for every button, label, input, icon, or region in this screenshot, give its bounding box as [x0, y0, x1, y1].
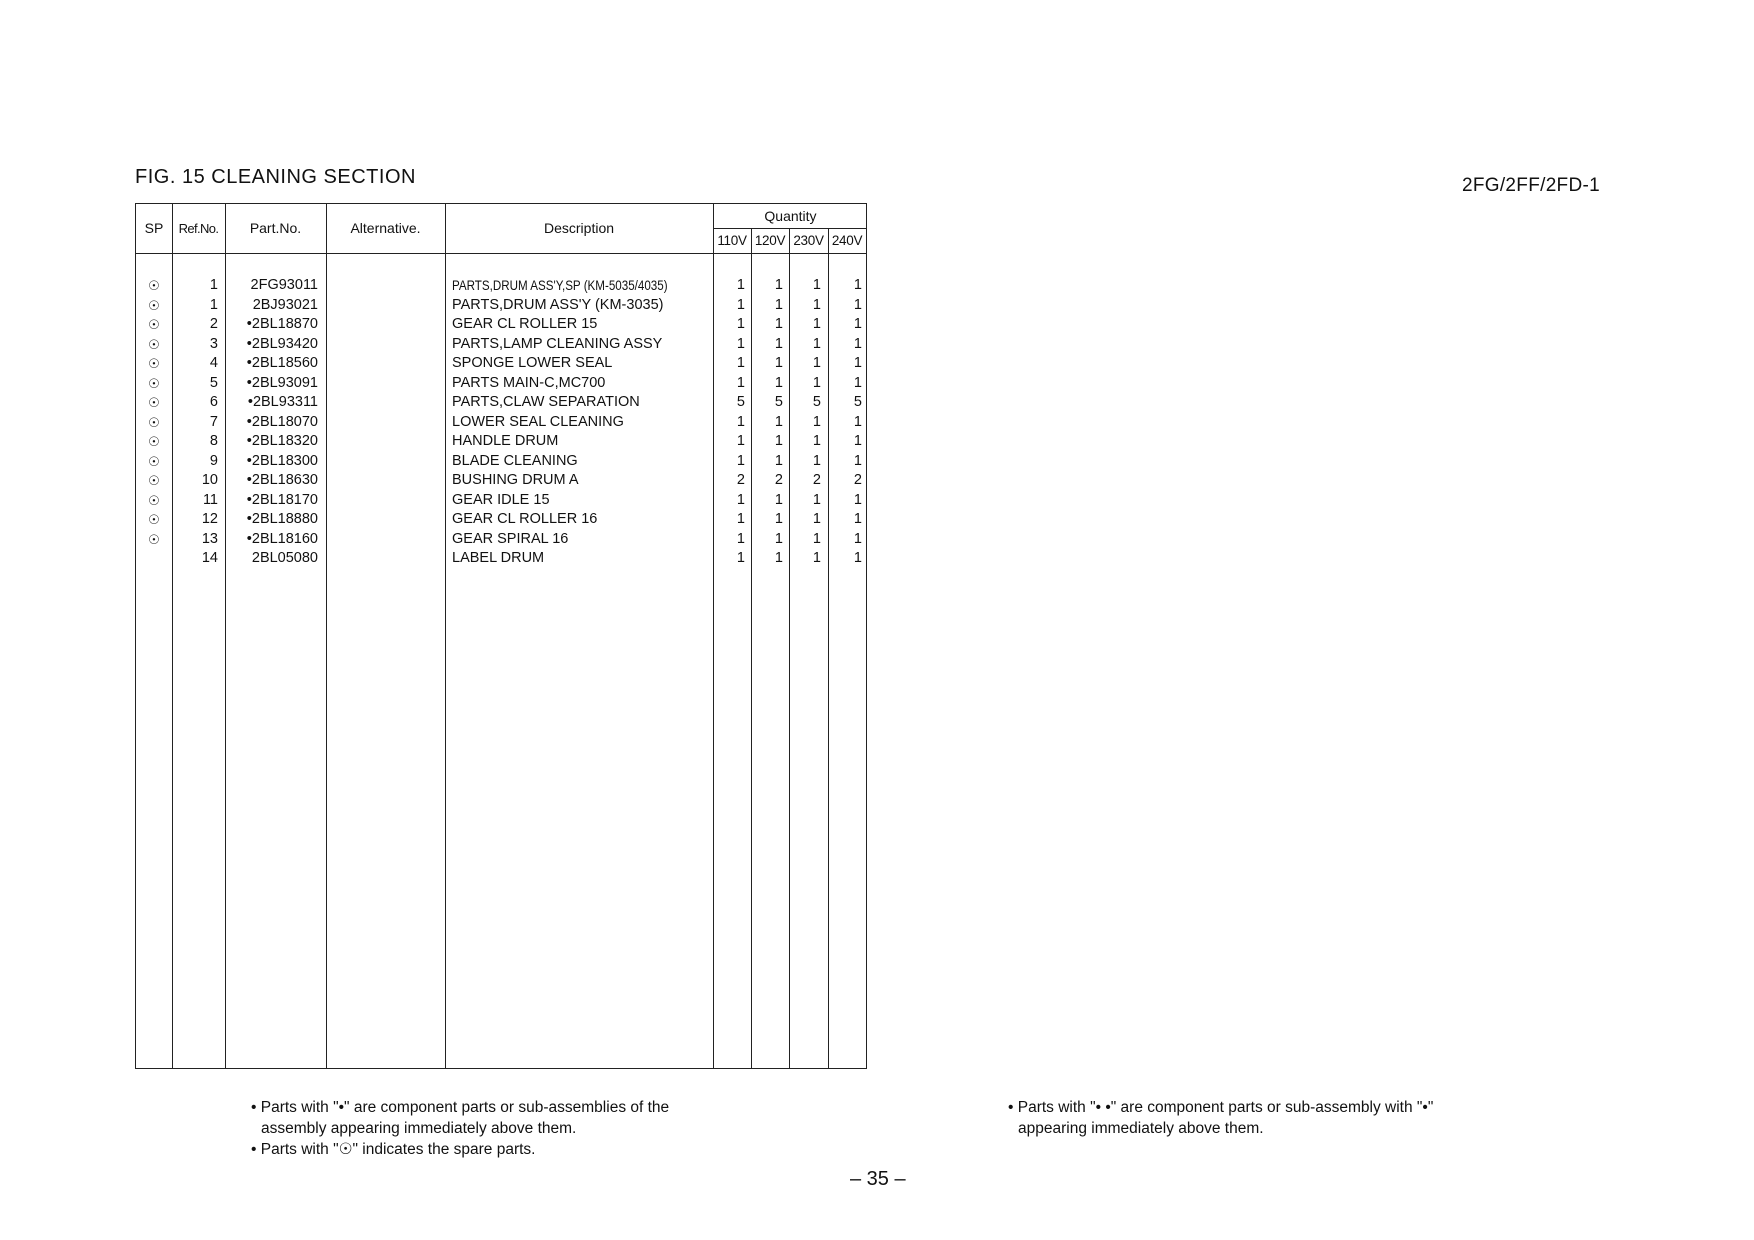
quantity-cell: 1	[774, 530, 783, 547]
quantity-cell: 1	[774, 491, 783, 508]
ref-no-cell: 7	[209, 413, 218, 430]
description-cell: PARTS,CLAW SEPARATION	[452, 394, 640, 410]
header-230v: 230V	[793, 233, 824, 248]
table-row	[136, 354, 866, 374]
header-110v: 110V	[717, 233, 747, 248]
header-240v: 240V	[831, 233, 863, 248]
quantity-cell: 1	[736, 452, 745, 469]
description-cell: SPONGE LOWER SEAL	[452, 355, 613, 371]
ref-no-cell: 12	[201, 511, 218, 527]
quantity-cell: 1	[853, 335, 862, 352]
part-no-cell: •2BL18320	[246, 433, 318, 449]
table-row	[136, 471, 866, 491]
table-row	[136, 374, 866, 394]
part-no-cell: •2BL18160	[246, 530, 318, 547]
quantity-cell: 1	[812, 355, 821, 371]
parts-table	[135, 203, 867, 1069]
description-cell: GEAR IDLE 15	[452, 491, 550, 508]
spare-part-mark: ☉	[148, 492, 160, 508]
table-row	[136, 393, 866, 413]
part-no-cell: •2BL93420	[246, 335, 318, 352]
quantity-cell: 1	[774, 452, 783, 469]
quantity-cell: 1	[774, 316, 783, 332]
header-quantity: Quantity	[764, 208, 817, 224]
notes-left	[251, 1097, 669, 1160]
figure-title: FIG. 15 CLEANING SECTION	[135, 166, 416, 188]
part-no-cell: 2BJ93021	[252, 296, 318, 313]
quantity-cell: 1	[774, 296, 783, 313]
table-row	[136, 296, 866, 316]
page-number: – 35 –	[850, 1168, 906, 1190]
description-cell: HANDLE DRUM	[452, 433, 559, 449]
ref-no-cell: 1	[209, 296, 218, 313]
quantity-cell: 1	[736, 374, 745, 391]
quantity-cell: 1	[853, 491, 862, 508]
ref-no-cell: 2	[209, 316, 218, 332]
spare-part-mark: ☉	[148, 297, 160, 313]
description-cell: GEAR CL ROLLER 15	[452, 316, 598, 332]
quantity-cell: 1	[774, 511, 783, 527]
quantity-cell: 1	[736, 277, 745, 293]
ref-no-cell: 14	[201, 550, 218, 566]
quantity-cell: 5	[736, 394, 745, 410]
part-no-cell: •2BL93091	[246, 374, 318, 391]
note-line: • Parts with "• •" are component parts or sub-assembly with "•"	[1008, 1099, 1434, 1116]
table-row	[136, 549, 866, 569]
note-line: assembly appearing immediately above them.	[261, 1120, 577, 1137]
quantity-cell: 1	[812, 316, 821, 332]
quantity-cell: 2	[853, 472, 862, 488]
table-row	[136, 432, 866, 452]
quantity-cell: 2	[812, 472, 821, 488]
header-120v: 120V	[754, 233, 786, 248]
table-body	[136, 276, 866, 569]
description-cell: LOWER SEAL CLEANING	[452, 413, 624, 430]
part-no-cell: •2BL18630	[246, 472, 318, 488]
quantity-cell: 1	[853, 530, 862, 547]
part-no-cell: •2BL93311	[247, 394, 318, 410]
spare-part-mark: ☉	[148, 512, 160, 527]
spare-part-mark: ☉	[148, 356, 160, 371]
quantity-cell: 1	[812, 296, 821, 313]
ref-no-cell: 11	[202, 491, 218, 508]
quantity-cell: 1	[853, 316, 862, 332]
ref-no-cell: 13	[201, 530, 218, 547]
table-row	[136, 530, 866, 550]
table-row	[136, 335, 866, 355]
quantity-cell: 1	[774, 277, 783, 293]
quantity-header-divider	[713, 228, 866, 229]
spare-part-mark: ☉	[148, 434, 160, 449]
quantity-cell: 1	[853, 355, 862, 371]
quantity-cell: 5	[774, 394, 783, 410]
note-line: • Parts with "•" are component parts or sub-assemblies of the	[251, 1099, 670, 1116]
quantity-cell: 1	[812, 491, 821, 508]
quantity-cell: 1	[812, 452, 821, 469]
description-cell: LABEL DRUM	[452, 550, 545, 566]
quantity-cell: 1	[736, 355, 745, 371]
ref-no-cell: 4	[209, 355, 218, 371]
quantity-cell: 1	[853, 550, 862, 566]
table-row	[136, 413, 866, 433]
spare-part-mark: ☉	[148, 278, 160, 293]
part-no-cell: •2BL18300	[246, 452, 318, 469]
part-no-cell: 2BL05080	[251, 550, 318, 566]
quantity-cell: 1	[812, 511, 821, 527]
spare-part-mark: ☉	[148, 473, 160, 488]
quantity-cell: 1	[812, 374, 821, 391]
table-row	[136, 491, 866, 511]
quantity-cell: 1	[736, 550, 745, 566]
header-sp: SP	[144, 220, 164, 236]
description-cell: PARTS,DRUM ASS'Y,SP (KM-5035/4035)	[452, 278, 668, 293]
quantity-cell: 1	[736, 296, 745, 313]
spare-part-mark: ☉	[148, 395, 160, 410]
ref-no-cell: 1	[209, 277, 218, 293]
spare-part-mark: ☉	[148, 375, 160, 391]
description-cell: PARTS,DRUM ASS'Y (KM-3035)	[452, 296, 664, 313]
description-cell: GEAR SPIRAL 16	[452, 530, 569, 547]
table-row	[136, 452, 866, 472]
description-cell: BLADE CLEANING	[452, 452, 578, 469]
part-no-cell: 2FG93011	[250, 277, 318, 293]
quantity-cell: 5	[812, 394, 821, 410]
description-cell: BUSHING DRUM A	[452, 472, 579, 488]
quantity-cell: 1	[812, 413, 821, 430]
quantity-cell: 1	[774, 374, 783, 391]
quantity-cell: 1	[774, 413, 783, 430]
note-line: • Parts with "☉" indicates the spare parts.	[251, 1141, 536, 1158]
spare-part-mark: ☉	[148, 414, 160, 430]
ref-no-cell: 10	[201, 472, 218, 488]
quantity-cell: 1	[853, 452, 862, 469]
model-code: 2FG/2FF/2FD-1	[1462, 175, 1600, 196]
quantity-cell: 1	[774, 433, 783, 449]
header-divider	[136, 253, 866, 254]
quantity-cell: 1	[736, 530, 745, 547]
quantity-cell: 1	[853, 433, 862, 449]
quantity-cell: 1	[853, 374, 862, 391]
ref-no-cell: 6	[209, 394, 218, 410]
quantity-cell: 5	[853, 394, 862, 410]
quantity-cell: 1	[853, 296, 862, 313]
header-part-no: Part.No.	[249, 220, 302, 236]
quantity-cell: 1	[812, 550, 821, 566]
spare-part-mark: ☉	[148, 317, 160, 332]
quantity-cell: 1	[853, 277, 862, 293]
note-line: appearing immediately above them.	[1018, 1120, 1264, 1137]
quantity-cell: 1	[736, 491, 745, 508]
spare-part-mark: ☉	[148, 531, 160, 547]
header-description: Description	[543, 220, 615, 236]
ref-no-cell: 8	[209, 433, 218, 449]
quantity-cell: 2	[774, 472, 783, 488]
table-row	[136, 315, 866, 335]
part-no-cell: •2BL18560	[246, 355, 318, 371]
header-alternative: Alternative.	[350, 220, 421, 236]
quantity-cell: 1	[736, 433, 745, 449]
description-cell: PARTS,LAMP CLEANING ASSY	[452, 335, 663, 352]
table-row	[136, 510, 866, 530]
part-no-cell: •2BL18170	[246, 491, 318, 508]
quantity-cell: 1	[736, 335, 745, 352]
quantity-cell: 1	[736, 413, 745, 430]
quantity-cell: 2	[736, 472, 745, 488]
quantity-cell: 1	[774, 550, 783, 566]
quantity-cell: 1	[774, 335, 783, 352]
table-row	[136, 276, 866, 296]
description-cell: PARTS MAIN-C,MC700	[452, 374, 606, 391]
part-no-cell: •2BL18880	[246, 511, 318, 527]
notes-right	[1008, 1097, 1433, 1139]
quantity-cell: 1	[774, 355, 783, 371]
quantity-cell: 1	[736, 316, 745, 332]
quantity-cell: 1	[853, 413, 862, 430]
ref-no-cell: 9	[209, 452, 218, 469]
quantity-cell: 1	[812, 433, 821, 449]
quantity-cell: 1	[812, 530, 821, 547]
quantity-cell: 1	[853, 511, 862, 527]
quantity-cell: 1	[736, 511, 745, 527]
spare-part-mark: ☉	[148, 453, 160, 469]
spare-part-mark: ☉	[148, 336, 160, 352]
header-ref-no: Ref.No.	[178, 221, 219, 236]
quantity-cell: 1	[812, 335, 821, 352]
part-no-cell: •2BL18870	[246, 316, 318, 332]
ref-no-cell: 5	[209, 374, 218, 391]
description-cell: GEAR CL ROLLER 16	[452, 511, 598, 527]
part-no-cell: •2BL18070	[246, 413, 318, 430]
quantity-cell: 1	[812, 277, 821, 293]
ref-no-cell: 3	[209, 335, 218, 352]
